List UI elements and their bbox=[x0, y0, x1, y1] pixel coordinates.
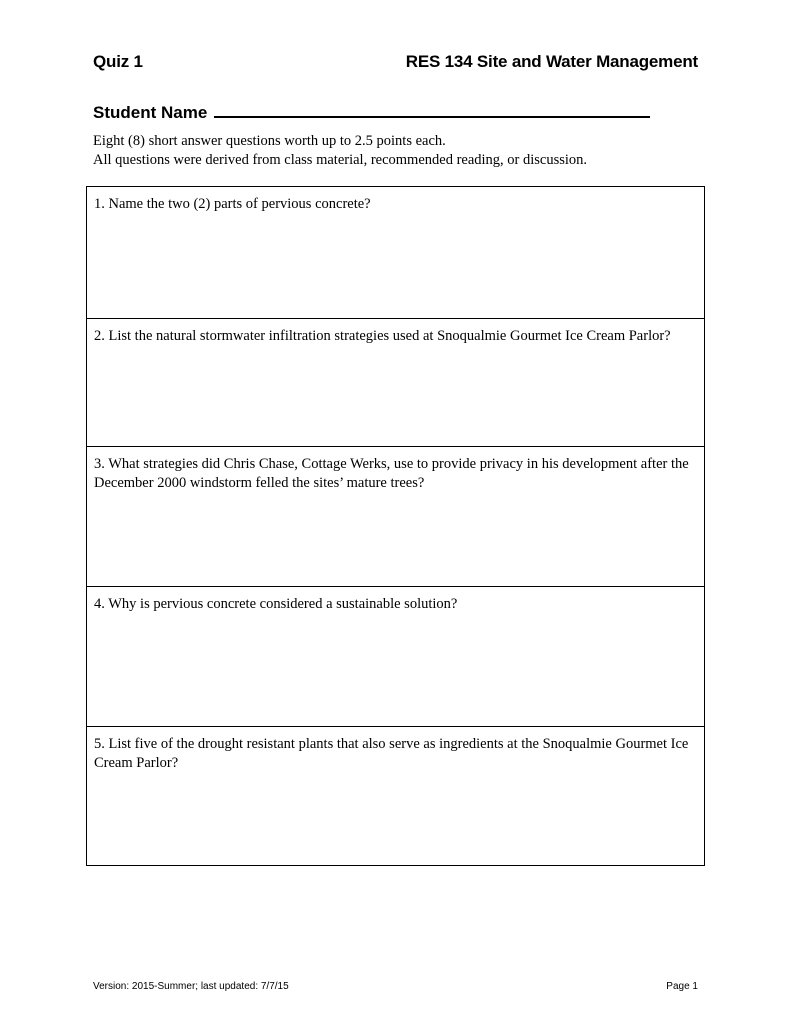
instructions-line-1: Eight (8) short answer questions worth up to 2.5 points each. bbox=[93, 133, 446, 149]
student-name-label: Student Name bbox=[93, 103, 208, 122]
quiz-title: Quiz 1 bbox=[93, 52, 143, 71]
page-number: Page 1 bbox=[666, 981, 698, 992]
student-name-row bbox=[93, 98, 650, 123]
question-box-1[interactable] bbox=[87, 187, 704, 318]
question-box-4[interactable] bbox=[87, 586, 704, 726]
question-box-3[interactable] bbox=[87, 446, 704, 586]
instructions-line-2: All questions were derived from class material, recommended reading, or discussion. bbox=[93, 152, 588, 168]
question-box-2[interactable] bbox=[87, 318, 704, 446]
instructions bbox=[93, 132, 713, 170]
course-title: RES 134 Site and Water Management bbox=[405, 52, 698, 71]
question-text: 2. List the natural stormwater infiltration strategies used at Snoqualmie Gourmet Ice Cream Parlor? bbox=[94, 328, 671, 344]
question-table bbox=[86, 186, 705, 866]
question-text: 5. List five of the drought resistant plants that also serve as ingredients at the Snoqualmie Gourmet Ice Cream Parlor? bbox=[94, 736, 689, 771]
question-text: 3. What strategies did Chris Chase, Cottage Werks, use to provide privacy in his development after the December 2000 windstorm felled the sites’ mature trees? bbox=[94, 456, 689, 491]
question-box-5[interactable] bbox=[87, 726, 704, 865]
question-text: 4. Why is pervious concrete considered a sustainable solution? bbox=[94, 596, 458, 612]
question-text: 1. Name the two (2) parts of pervious concrete? bbox=[94, 196, 371, 212]
footer-version: Version: 2015-Summer; last updated: 7/7/15 bbox=[93, 981, 289, 992]
student-name-field[interactable] bbox=[214, 98, 650, 118]
